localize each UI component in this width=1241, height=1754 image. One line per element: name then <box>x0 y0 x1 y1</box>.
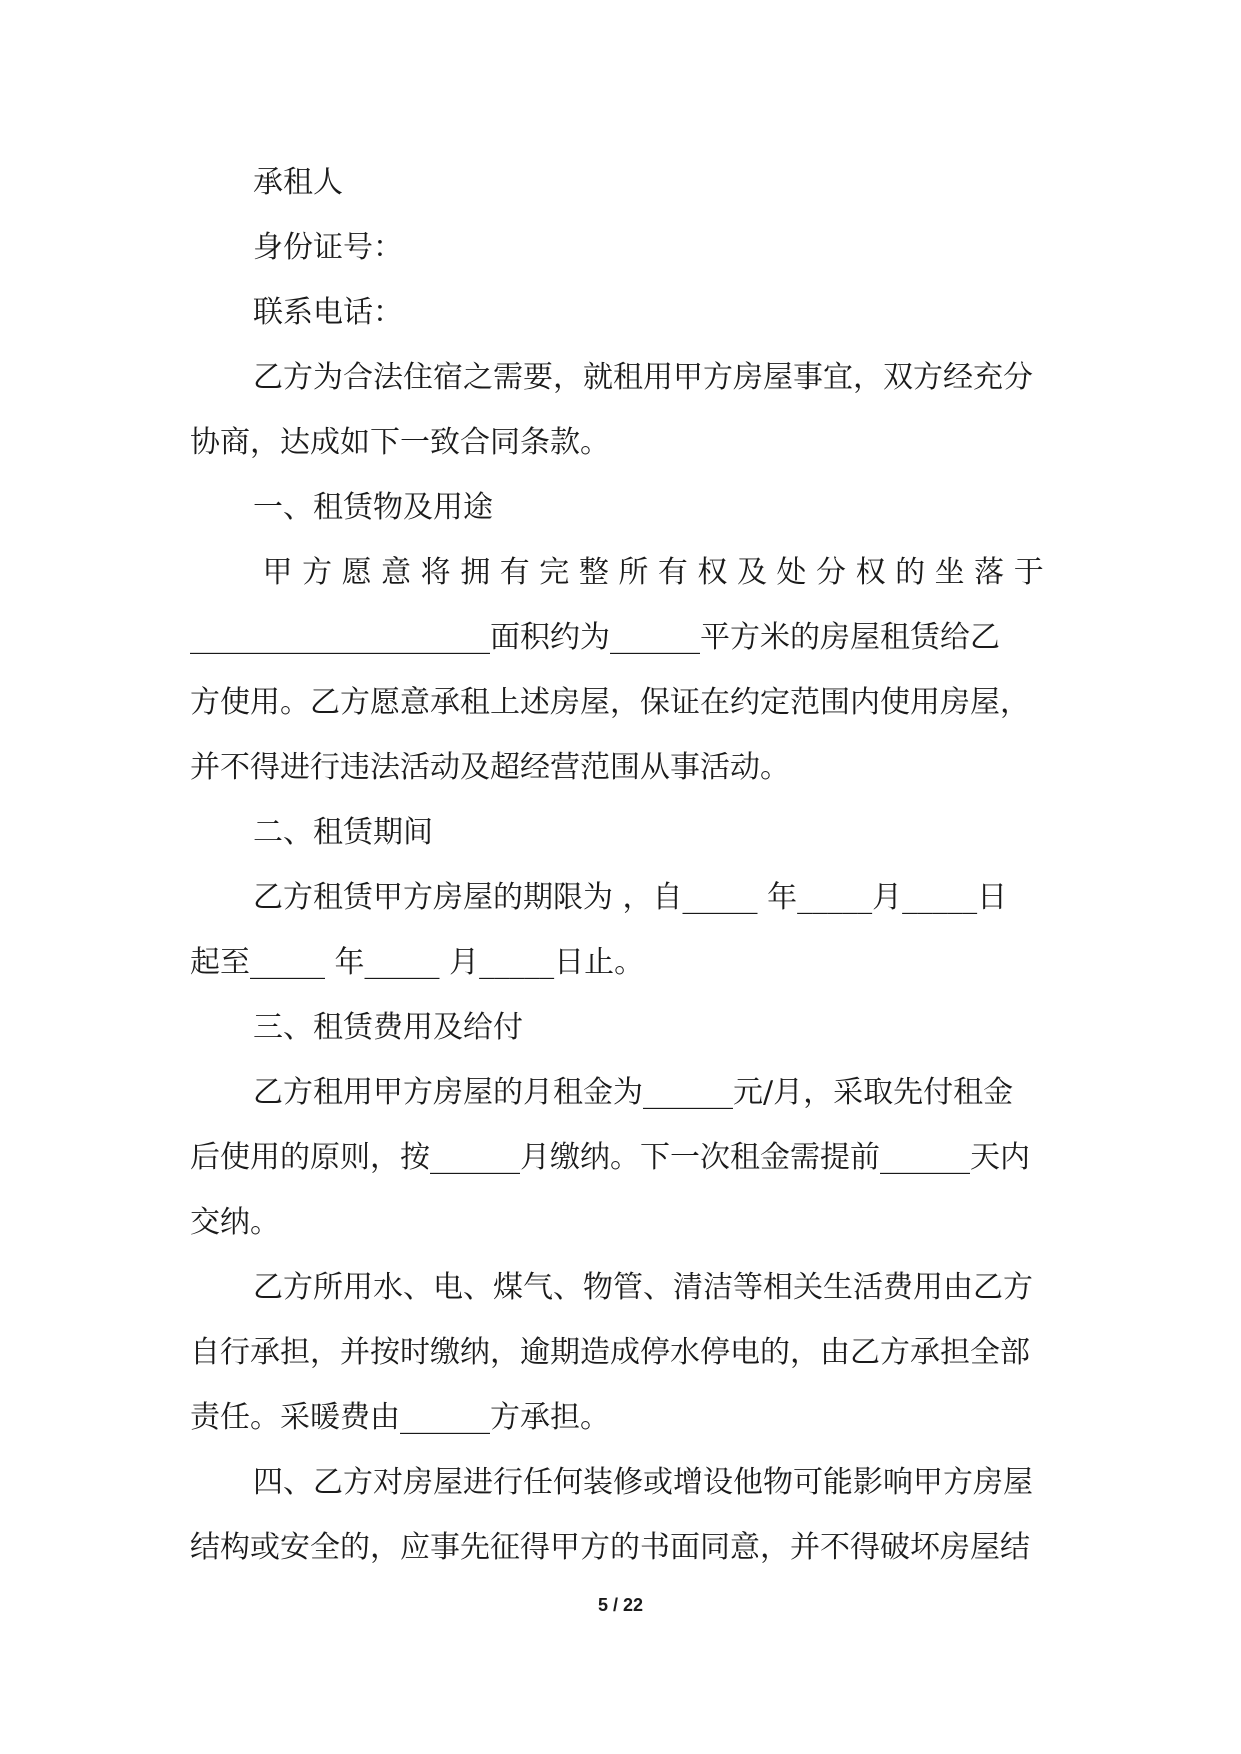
text-line-paragraph: 责任。采暖费由______方承担。 <box>190 1400 610 1435</box>
text-line-paragraph: 后使用的原则，按______月缴纳。下一次租金需提前______天内 <box>190 1140 1030 1175</box>
section-heading-2: 二、租赁期间 <box>253 815 433 850</box>
section-heading-1: 一、租赁物及用途 <box>253 490 493 525</box>
text-line-paragraph: 方使用。乙方愿意承租上述房屋，保证在约定范围内使用房屋， <box>190 685 1030 720</box>
text-line-paragraph: 乙方所用水、电、煤气、物管、清洁等相关生活费用由乙方 <box>253 1270 1033 1305</box>
text-line-paragraph: ____________________面积约为______平方米的房屋租赁给乙 <box>190 620 1000 655</box>
text-line-lessee: 承租人 <box>253 165 343 200</box>
section-heading-4: 四、乙方对房屋进行任何装修或增设他物可能影响甲方房屋 <box>253 1465 1033 1500</box>
page-number: 5 / 22 <box>597 1595 644 1615</box>
text-line-paragraph: 甲 方 愿 意 将 拥 有 完 整 所 有 权 及 处 分 权 的 坐 落 于 <box>253 555 1044 590</box>
text-line-paragraph: 乙方租用甲方房屋的月租金为______元/月，采取先付租金 <box>253 1075 1014 1110</box>
text-line-paragraph: 协商，达成如下一致合同条款。 <box>190 425 610 460</box>
text-line-paragraph: 起至_____ 年_____ 月_____日止。 <box>190 945 645 980</box>
text-line-paragraph: 并不得进行违法活动及超经营范围从事活动。 <box>190 750 790 785</box>
text-line-paragraph: 自行承担，并按时缴纳，逾期造成停水停电的，由乙方承担全部 <box>190 1335 1030 1370</box>
text-line-paragraph: 交纳。 <box>190 1205 280 1240</box>
text-line-paragraph: 结构或安全的，应事先征得甲方的书面同意，并不得破坏房屋结 <box>190 1530 1030 1565</box>
text-line-paragraph: 乙方租赁甲方房屋的期限为 ，自_____ 年_____月_____日 <box>253 880 1008 915</box>
section-heading-3: 三、租赁费用及给付 <box>253 1010 523 1045</box>
text-line-id-number: 身份证号： <box>253 230 403 265</box>
text-line-paragraph: 乙方为合法住宿之需要，就租用甲方房屋事宜，双方经充分 <box>253 360 1033 395</box>
text-line-phone: 联系电话： <box>253 295 403 330</box>
